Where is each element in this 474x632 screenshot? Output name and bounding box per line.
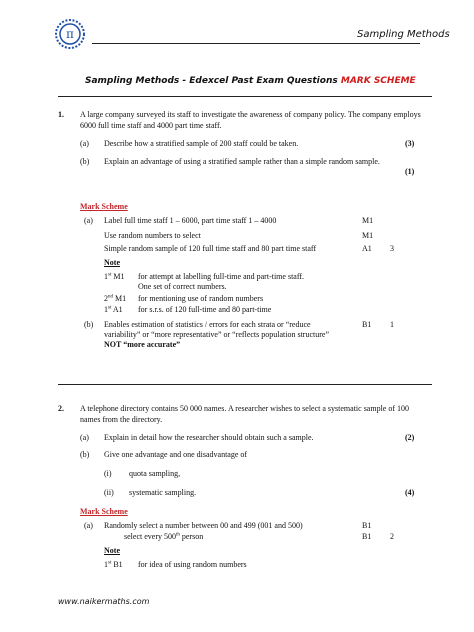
ms-row-mark: B1	[362, 532, 372, 541]
ms-row-text: Simple random sample of 120 full time staff and 80 part time staff	[104, 244, 317, 253]
mark-scheme-heading: Mark Scheme	[80, 507, 128, 516]
part-label: (b)	[80, 157, 90, 166]
ms-row-text: Enables estimation of statistics / errors for each strata or “reduce	[104, 320, 311, 329]
marks-value: (2)	[405, 433, 415, 442]
marks-value: (1)	[405, 167, 415, 176]
part-label: (b)	[80, 450, 90, 459]
note-heading: Note	[104, 258, 120, 267]
note-text-continued: One set of correct numbers.	[138, 282, 227, 291]
part-text: Describe how a stratified sample of 200 staff could be taken.	[104, 139, 299, 148]
question-number: 1.	[58, 110, 64, 119]
subpart-label: (ii)	[104, 488, 114, 497]
header-rule	[92, 43, 420, 44]
part-label: (a)	[80, 433, 89, 442]
subpart-text: systematic sampling.	[129, 488, 197, 497]
subpart-label: (i)	[104, 469, 112, 478]
note-heading: Note	[104, 546, 120, 555]
question-stem: A large company surveyed its staff to investigate the awareness of company policy. The company employs 6000 full time staff and 4000 part time staff.	[80, 110, 421, 130]
note-text: for mentioning use of random numbers	[138, 294, 264, 303]
note-text: for s.r.s. of 120 full-time and 80 part-time	[138, 305, 272, 314]
ms-row-mark: B1	[362, 521, 372, 530]
ms-row-text: variability” or “more representative” or “reflects population structure”	[104, 330, 330, 339]
svg-text:π: π	[66, 27, 74, 41]
ms-row-mark: M1	[362, 231, 374, 240]
ms-row-text: Use random numbers to select	[104, 231, 201, 240]
page-title	[85, 76, 416, 86]
ms-row-text: select every 500th person	[124, 532, 204, 541]
note-text: for idea of using random numbers	[138, 560, 247, 569]
header-title: Sampling Methods	[357, 29, 450, 40]
ms-row-text: NOT “more accurate”	[104, 340, 181, 349]
note-code: 1st B1	[104, 560, 123, 569]
part-label: (a)	[80, 139, 89, 148]
part-text: Give one advantage and one disadvantage of	[104, 450, 248, 459]
page-title-main: Sampling Methods - Edexcel Past Exam Questions	[85, 76, 341, 86]
ms-row-total: 1	[390, 320, 394, 329]
ms-row-text: Randomly select a number between 00 and 499 (001 and 500)	[104, 521, 303, 530]
marks-value: (3)	[405, 139, 415, 148]
ms-part-label: (a)	[84, 521, 93, 530]
note-text: for attempt at labelling full-time and part-time staff.	[138, 272, 305, 281]
note-code: 1st A1	[104, 305, 123, 314]
question-stem: A telephone directory contains 50 000 names. A researcher wishes to select a systematic sample of 100 names from the directory.	[80, 404, 410, 424]
ms-row-mark: A1	[362, 244, 372, 253]
ms-row-total: 3	[390, 244, 394, 253]
footer-website: www.naikermaths.com	[58, 597, 150, 606]
subpart-text: quota sampling,	[129, 469, 181, 478]
page-title-highlight: MARK SCHEME	[340, 76, 416, 86]
marks-value: (4)	[405, 488, 415, 497]
ms-part-label: (b)	[84, 320, 94, 329]
ms-row-mark: B1	[362, 320, 372, 329]
divider	[58, 384, 432, 385]
divider	[58, 96, 432, 97]
mark-scheme-heading: Mark Scheme	[80, 202, 128, 211]
ms-part-label: (a)	[84, 216, 93, 225]
pi-logo-icon	[55, 19, 85, 49]
part-text: Explain in detail how the researcher should obtain such a sample.	[104, 433, 314, 442]
ms-row-text: Label full time staff 1 – 6000, part time staff 1 – 4000	[104, 216, 277, 225]
note-code: 1st M1	[104, 272, 125, 281]
ms-row-mark: M1	[362, 216, 374, 225]
question-number: 2.	[58, 404, 64, 413]
part-text: Explain an advantage of using a stratified sample rather than a simple random sample.	[104, 157, 380, 166]
ms-row-total: 2	[390, 532, 394, 541]
note-code: 2nd M1	[104, 294, 127, 303]
